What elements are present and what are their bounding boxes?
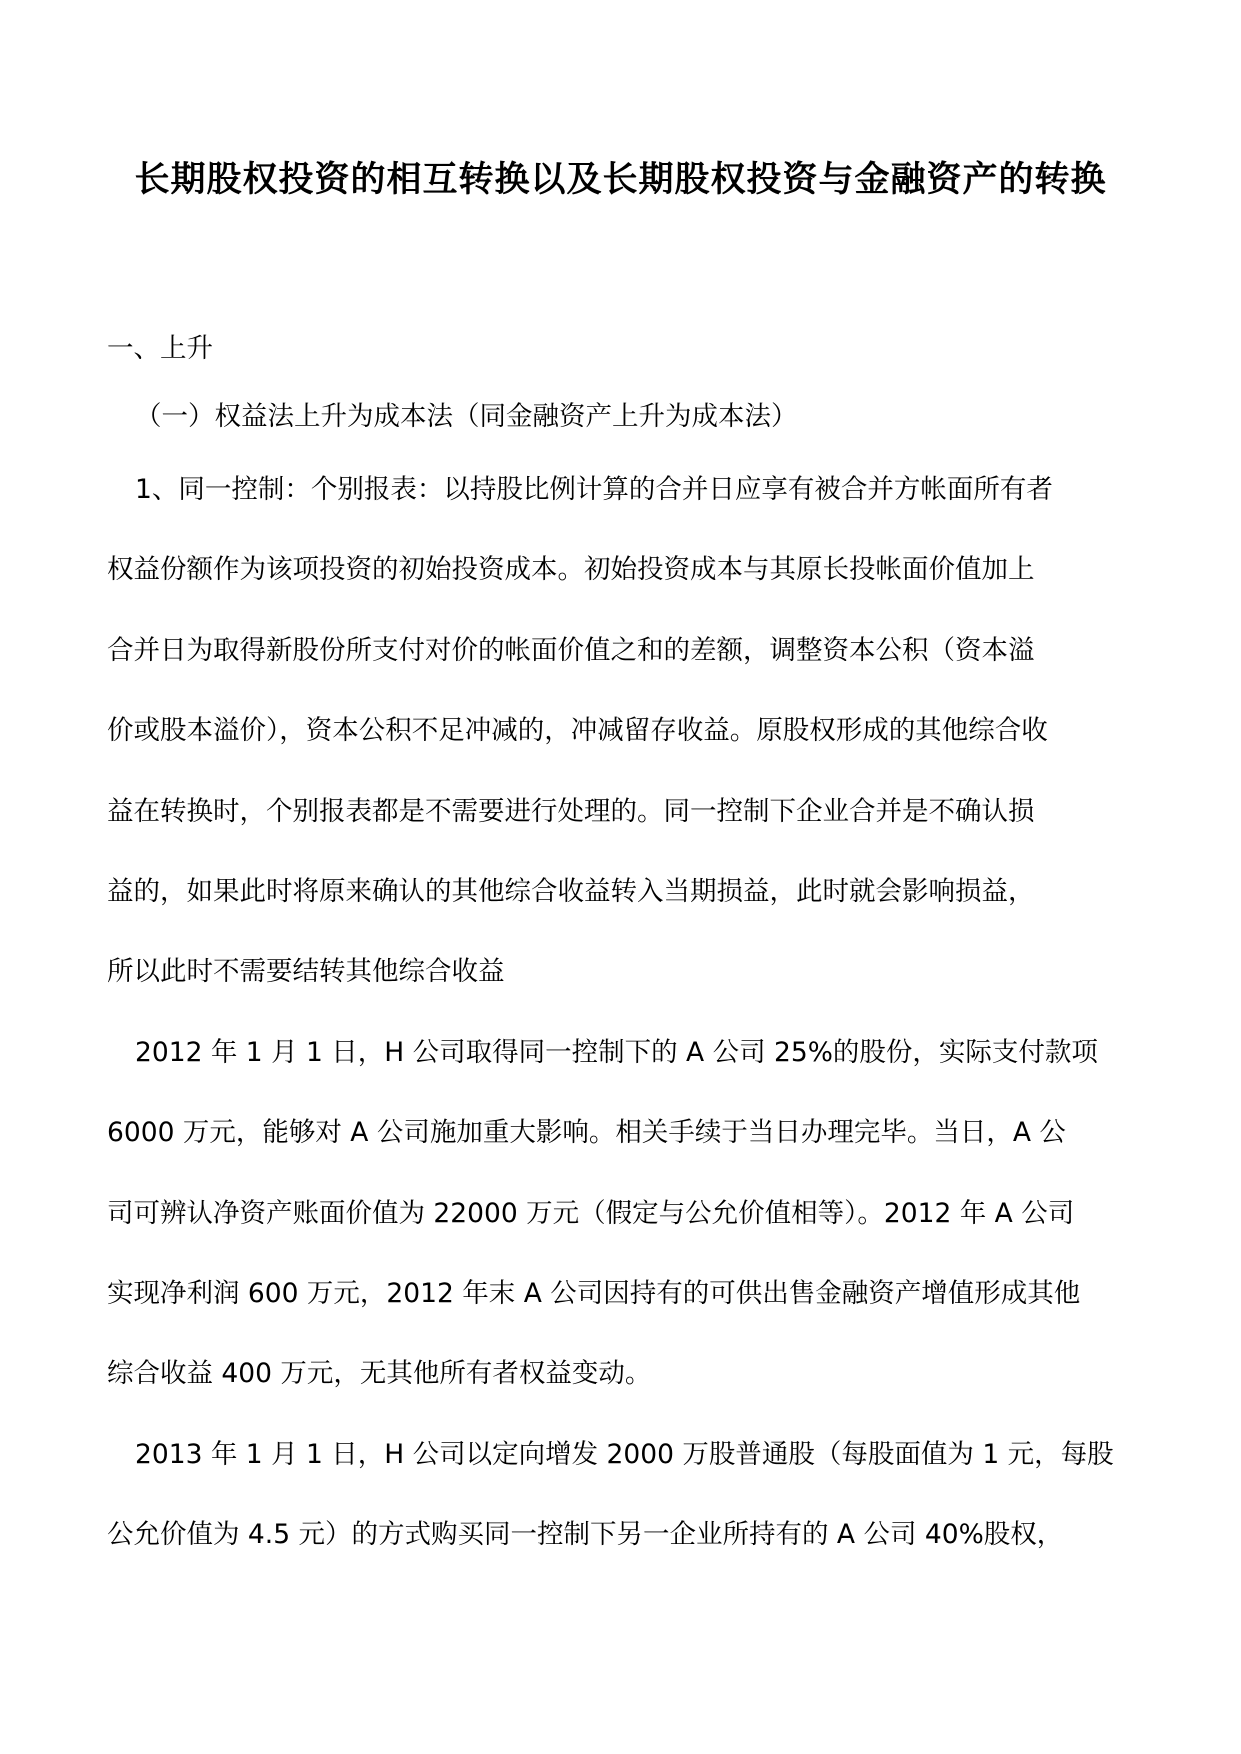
paragraph-1 <box>107 450 1137 1013</box>
paragraph-line: 益在转换时，个别报表都是不需要进行处理的。同一控制下企业合并是不确认损 <box>107 795 1035 827</box>
subsection-heading: （一）权益法上升为成本法（同金融资产上升为成本法） <box>135 401 798 432</box>
paragraph-line: 益的，如果此时将原来确认的其他综合收益转入当期损益，此时就会影响损益， <box>107 875 1035 907</box>
document-title: 长期股权投资的相互转换以及长期股权投资与金融资产的转换 <box>134 160 1107 200</box>
paragraph-3 <box>107 1415 1137 1576</box>
paragraph-line: 2013 年 1 月 1 日，H 公司以定向增发 2000 万股普通股（每股面值为 1 元，每股 <box>135 1438 1114 1470</box>
paragraph-line: 权益份额作为该项投资的初始投资成本。初始投资成本与其原长投帐面价值加上 <box>107 554 1035 586</box>
paragraph-line: 1、同一控制：个别报表：以持股比例计算的合并日应享有被合并方帐面所有者 <box>135 474 1053 505</box>
paragraph-line: 6000 万元，能够对 A 公司施加重大影响。相关手续于当日办理完毕。当日，A 公 <box>107 1117 1066 1149</box>
paragraph-line: 所以此时不需要结转其他综合收益 <box>107 956 505 988</box>
paragraph-line: 价或股本溢价），资本公积不足冲减的，冲减留存收益。原股权形成的其他综合收 <box>107 715 1048 747</box>
paragraph-2 <box>107 1013 1137 1415</box>
paragraph-line: 合并日为取得新股份所支付对价的帐面价值之和的差额，调整资本公积（资本溢 <box>107 634 1035 666</box>
paragraph-line: 司可辨认净资产账面价值为 22000 万元（假定与公允价值相等）。2012 年 A 公司 <box>107 1197 1075 1229</box>
paragraph-line: 公允价值为 4.5 元）的方式购买同一控制下另一企业所持有的 A 公司 40%股权， <box>107 1519 1064 1551</box>
document-body <box>107 334 1137 1575</box>
section-heading: 一、上升 <box>107 333 213 364</box>
paragraph-line: 综合收益 400 万元，无其他所有者权益变动。 <box>107 1358 652 1390</box>
paragraph-line: 2012 年 1 月 1 日，H 公司取得同一控制下的 A 公司 25%的股份，实际支付款项 <box>135 1036 1098 1068</box>
paragraph-line: 实现净利润 600 万元，2012 年末 A 公司因持有的可供出售金融资产增值形成其他 <box>107 1277 1081 1309</box>
